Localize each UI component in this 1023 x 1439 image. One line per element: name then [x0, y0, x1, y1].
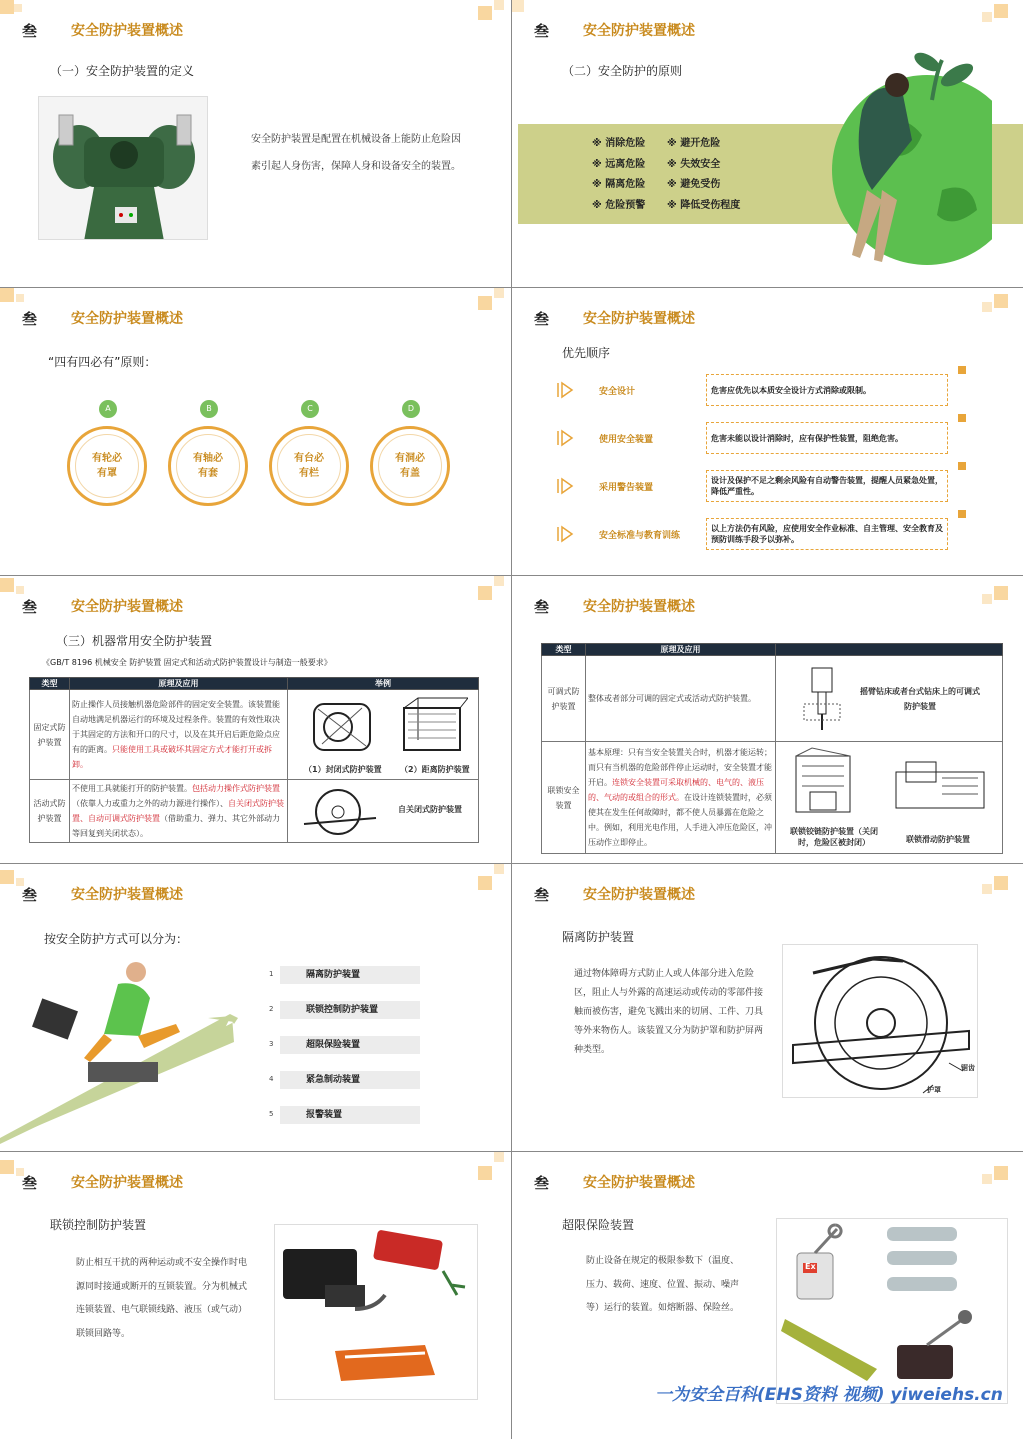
rule-text: 有轮必有罩 — [75, 434, 139, 498]
column-header: 举例 — [288, 678, 479, 690]
guard-table — [29, 677, 479, 843]
example-cell — [776, 742, 1003, 854]
rule-circle-b — [168, 426, 248, 506]
isolation-description: 通过物体障碍方式防止人或人体部分进入危险区，阻止人与外露的高速运动或传动的零部件接触而被伤害，避免飞溅出来的切屑、工件、刀具等外来物伤人。该装置又分为防护罩和防护屏两种类型。 — [574, 969, 764, 1055]
slide-subtitle: 优先顺序 — [562, 346, 611, 360]
section-number: 叁 — [534, 598, 550, 616]
list-number: 5 — [269, 1110, 274, 1118]
play-icon — [556, 477, 574, 495]
table-row — [542, 742, 1003, 854]
type-cell: 可调式防护装置 — [542, 656, 586, 742]
principle-text: （依靠人力或重力之外的动力源进行操作）、 — [72, 799, 228, 808]
principle-cell — [586, 742, 776, 854]
marker-square — [958, 366, 966, 374]
list-item: 超限保险装置 — [280, 1036, 420, 1054]
play-icon — [556, 429, 574, 447]
slide-title: 安全防护装置概述 — [71, 311, 183, 327]
principle-text: 在设计连锁装置时，必须使其在发生任何故障时，都不使人员暴露在危险之中。例如，利用光电作用，人手进入冲压危险区，冲压动作立即停止。 — [588, 793, 772, 847]
slide-subtitle: （三）机器常用安全防护装置 — [56, 634, 213, 648]
running-businessman-illustration — [0, 958, 240, 1148]
slide-5 — [0, 576, 511, 863]
definition-text: 安全防护装置是配置在机械设备上能防止危险因素引起人身伤害，保障人身和设备安全的装置。 — [251, 134, 461, 172]
play-icon — [556, 525, 574, 543]
slide-subtitle: 隔离防护装置 — [562, 930, 635, 944]
slide-title: 安全防护装置概述 — [71, 23, 183, 39]
slide-9 — [0, 1152, 511, 1439]
limit-device-image — [776, 1218, 1008, 1404]
slide-title: 安全防护装置概述 — [583, 599, 695, 615]
principle-cell — [70, 780, 288, 843]
priority-label: 安全设计 — [599, 387, 636, 397]
rule-text: 有轴必有套 — [176, 434, 240, 498]
list-item: 报警装置 — [280, 1106, 420, 1124]
table-row — [30, 690, 479, 780]
rule-circle-d — [370, 426, 450, 506]
slide-subtitle: （二）安全防护的原则 — [562, 64, 683, 78]
type-cell: 活动式防护装置 — [30, 780, 70, 843]
section-number: 叁 — [534, 886, 550, 904]
hinged-guard-image — [790, 746, 860, 818]
principle-text-highlight: 自关闭式防护装置、自动可调式防护装置 — [72, 799, 284, 823]
section-number: 叁 — [534, 1174, 550, 1192]
list-number: 3 — [269, 1040, 274, 1048]
priority-label: 采用警告装置 — [599, 483, 654, 493]
example-label: 摇臂钻床或者台式钻床上的可调式防护装置 — [860, 687, 980, 711]
principle-item: ※ 隔离危险 — [592, 179, 646, 190]
principle-text: 不使用工具就能打开的防护装置。 — [72, 784, 192, 793]
section-number: 叁 — [22, 886, 38, 904]
table-row — [30, 780, 479, 843]
column-header: 原理及应用 — [70, 678, 288, 690]
slide-1 — [0, 0, 511, 287]
slide-title: 安全防护装置概述 — [583, 311, 695, 327]
section-number: 叁 — [22, 22, 38, 40]
list-item: 联锁控制防护装置 — [280, 1001, 420, 1019]
image-label: 护罩 — [927, 1086, 941, 1094]
principle-text-highlight: 包括动力操作式防护装置 — [192, 784, 280, 793]
slide-title: 安全防护装置概述 — [71, 887, 183, 903]
column-header — [776, 644, 1003, 656]
bench-grinder-image — [38, 96, 208, 240]
principle-item: ※ 危险预警 — [592, 199, 646, 211]
principle-text-highlight: 连锁安全装置可采取机械的、电气的、液压的、气动的或组合的形式。 — [588, 778, 764, 802]
type-cell: 固定式防护装置 — [30, 690, 70, 780]
section-number: 叁 — [22, 1174, 38, 1192]
slide-title: 安全防护装置概述 — [583, 887, 695, 903]
priority-desc: 危害未能以设计消除时，应有保护性装置，阻绝危害。 — [706, 422, 948, 454]
example-label: 联锁滑动防护装置 — [906, 835, 970, 844]
slide-7 — [0, 864, 511, 1151]
guard-table-2 — [541, 643, 1003, 854]
rule-text: 有台必有栏 — [277, 434, 341, 498]
slide-title: 安全防护装置概述 — [71, 599, 183, 615]
principle-text-highlight: 只能使用工具或破坏其固定方式才能打开或拆卸。 — [72, 745, 272, 769]
sliding-guard-image — [892, 756, 988, 816]
principle-text: 防止操作人员接触机器危险部件的固定安全装置。该装置能自动地满足机器运行的环境及过程条件。装置的有效性取决于其固定的方法和开口的尺寸，以及在其开启后距危险点应有的距离。 — [72, 700, 280, 754]
slide-title: 安全防护装置概述 — [583, 1175, 695, 1191]
slide-title: 安全防护装置概述 — [583, 23, 695, 39]
principle-cell: 整体或者部分可调的固定式或活动式防护装置。 — [586, 656, 776, 742]
standard-reference: 《GB/T 8196 机械安全 防护装置 固定式和活动式防护装置设计与制造一般要求》 — [42, 658, 332, 667]
priority-desc: 危害应优先以本质安全设计方式消除或限制。 — [706, 374, 948, 406]
principle-item: ※ 避免受伤 — [667, 179, 721, 190]
image-label: 锯齿 — [961, 1064, 975, 1072]
example-label: （1）封闭式防护装置 — [304, 765, 382, 774]
principles-col-2 — [667, 134, 740, 216]
principle-item: ※ 失效安全 — [667, 158, 721, 170]
list-number: 4 — [269, 1075, 274, 1083]
priority-desc: 以上方法仍有风险，应使用安全作业标准、自主管理、安全教育及预防训练手段予以弥补。 — [706, 518, 948, 550]
overlimit-description: 防止设备在规定的极限参数下（温度、压力、载荷、速度、位置、振动、噪声等）运行的装置。如熔断器、保险丝。 — [586, 1256, 740, 1313]
principle-item: ※ 远离危险 — [592, 158, 646, 170]
principle-text: 基本原理：只有当安全装置关合时，机器才能运转；而只有当机器的危险部件停止运动时，安全装置才能开启。 — [588, 748, 772, 787]
circular-saw-guard-image — [300, 784, 380, 838]
interlock-description: 防止相互干扰的两种运动或不安全操作时电源同时接通或断开的互锁装置。分为机械式连锁装置、电气联锁线路、液压（或气动）联锁回路等。 — [76, 1258, 248, 1339]
column-header: 类型 — [30, 678, 70, 690]
priority-label: 使用安全装置 — [599, 435, 654, 445]
slide-subtitle: 按安全防护方式可以分为： — [44, 932, 189, 946]
example-cell — [288, 690, 479, 780]
slide-8 — [512, 864, 1023, 1151]
rule-letter: D — [402, 400, 420, 418]
slide-3 — [0, 288, 511, 575]
section-number: 叁 — [534, 310, 550, 328]
priority-desc: 设计及保护不足之剩余风险有自动警告装置，提醒人员紧急处置，降低严重性。 — [706, 470, 948, 502]
section-number: 叁 — [22, 310, 38, 328]
distance-guard-image — [398, 694, 468, 758]
drill-guard-image — [792, 664, 852, 734]
principle-item: ※ 降低受伤程度 — [667, 199, 741, 211]
principle-item: ※ 消除危险 — [592, 138, 646, 149]
rule-letter: B — [200, 400, 218, 418]
table-row — [542, 656, 1003, 742]
example-label: 自关闭式防护装置 — [398, 805, 462, 814]
column-header: 类型 — [542, 644, 586, 656]
list-number: 1 — [269, 970, 274, 978]
list-item: 隔离防护装置 — [280, 966, 420, 984]
earth-hug-illustration — [812, 40, 992, 270]
example-label: 联锁铰链防护装置（关闭时，危险区被封闭） — [790, 827, 878, 847]
list-item: 紧急制动装置 — [280, 1071, 420, 1089]
enclosed-guard-image — [308, 694, 378, 758]
example-cell — [776, 656, 1003, 742]
slide-subtitle: （一）安全防护装置的定义 — [50, 64, 195, 78]
ex-mark-label: Ex — [805, 1262, 816, 1271]
marker-square — [958, 414, 966, 422]
rule-circle-a — [67, 426, 147, 506]
play-icon — [556, 381, 574, 399]
marker-square — [958, 510, 966, 518]
section-number: 叁 — [534, 22, 550, 40]
example-cell — [288, 780, 479, 843]
principle-item: ※ 避开危险 — [667, 138, 721, 149]
list-number: 2 — [269, 1005, 274, 1013]
marker-square — [958, 462, 966, 470]
slide-6 — [512, 576, 1023, 863]
slide-subtitle: 超限保险装置 — [562, 1218, 635, 1232]
interlock-switch-image — [274, 1224, 478, 1400]
principle-text: （借助重力、弹力、其它外部动力等回复到关闭状态）。 — [72, 814, 280, 838]
rule-circle-c — [269, 426, 349, 506]
slide-title: 安全防护装置概述 — [71, 1175, 183, 1191]
example-label: （2）距离防护装置 — [400, 765, 470, 774]
watermark-text: 一为安全百科(EHS资料 视频) yiweiehs.cn — [655, 1385, 1003, 1405]
section-number: 叁 — [22, 598, 38, 616]
column-header: 原理及应用 — [586, 644, 776, 656]
slide-subtitle: “四有四必有”原则： — [48, 355, 157, 369]
type-cell: 联锁安全装置 — [542, 742, 586, 854]
principle-cell — [70, 690, 288, 780]
slide-2 — [512, 0, 1023, 287]
principles-col-1 — [592, 134, 645, 216]
priority-label: 安全标准与教育训练 — [599, 531, 681, 541]
rule-letter: A — [99, 400, 117, 418]
circular-saw-image — [782, 944, 978, 1098]
rule-text: 有洞必有盖 — [378, 434, 442, 498]
slide-subtitle: 联锁控制防护装置 — [50, 1218, 147, 1232]
rule-letter: C — [301, 400, 319, 418]
slide-4 — [512, 288, 1023, 575]
